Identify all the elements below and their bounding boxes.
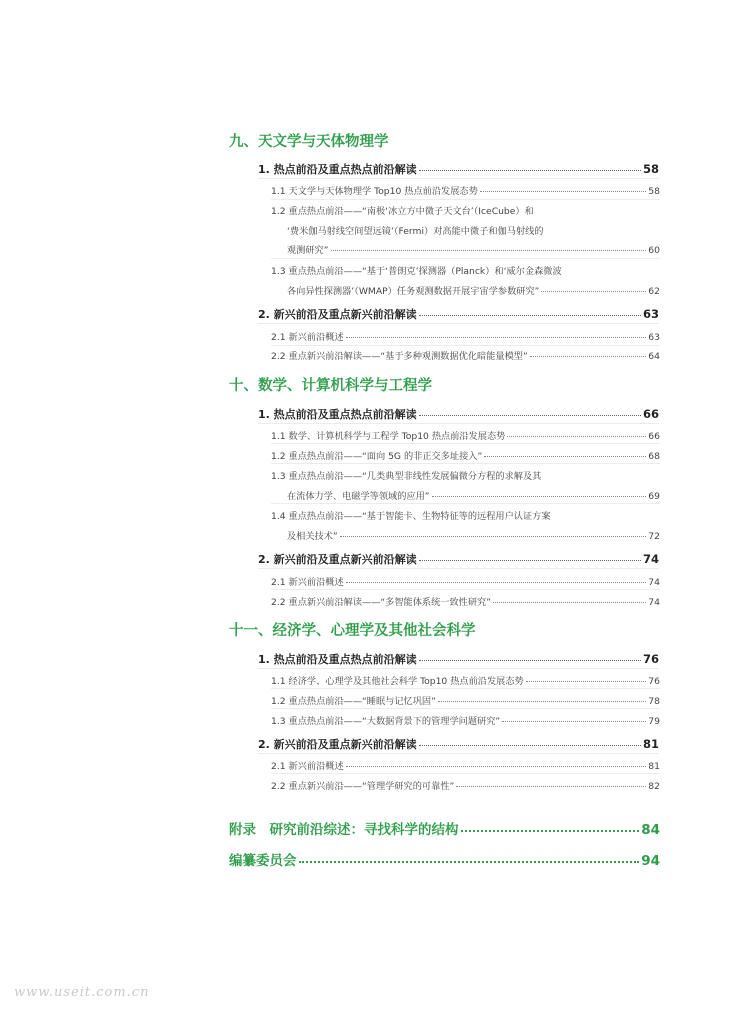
- dot-leader: [419, 660, 641, 661]
- page-number: 74: [642, 552, 659, 566]
- toc-item[interactable]: [271, 778, 660, 792]
- page-number: 58: [642, 162, 659, 176]
- toc-section[interactable]: [258, 736, 659, 752]
- divider: [258, 423, 659, 424]
- toc-section[interactable]: [258, 161, 659, 177]
- divider: [258, 668, 659, 669]
- toc-section[interactable]: [258, 406, 659, 422]
- page-number: 84: [641, 822, 660, 838]
- toc-item[interactable]: [271, 183, 660, 197]
- dot-leader: [456, 786, 646, 787]
- chapter-title[interactable]: 十、数学、计算机科学与工程学: [229, 378, 432, 394]
- toc-item[interactable]: [271, 713, 660, 727]
- dot-leader: [419, 170, 641, 171]
- chapter-title[interactable]: 十一、经济学、心理学及其他社会科学: [229, 623, 476, 639]
- page-number: 78: [648, 696, 660, 707]
- page-number: 76: [648, 676, 660, 687]
- toc-section-label: 1. 热点前沿及重点热点前沿解读: [258, 408, 417, 421]
- dot-leader: [493, 602, 646, 603]
- dot-leader: [530, 356, 647, 357]
- toc-item[interactable]: [287, 528, 660, 542]
- toc-item[interactable]: [271, 693, 660, 707]
- toc-item[interactable]: [271, 348, 660, 362]
- dot-leader: [502, 721, 646, 722]
- dot-leader: [507, 436, 646, 437]
- toc-item-label: 在流体力学、电磁学等领域的应用”: [287, 491, 430, 502]
- dot-leader: [461, 830, 640, 832]
- chapter-title[interactable]: 九、天文学与天体物理学: [229, 134, 389, 150]
- page-number: 94: [641, 853, 660, 869]
- divider: [271, 443, 660, 444]
- page-number: 76: [642, 652, 659, 666]
- page-number: 81: [648, 761, 660, 772]
- page-number: 62: [648, 286, 660, 297]
- toc-item-label: 1.1 经济学、心理学及其他社会科学 Top10 热点前沿发展态势: [271, 676, 524, 687]
- dot-leader: [541, 291, 646, 292]
- toc-item-label: 2.2 重点新兴前沿解读——“多智能体系统一致性研究”: [271, 597, 491, 608]
- page-number: 66: [642, 407, 659, 421]
- dot-leader: [346, 582, 647, 583]
- toc-item[interactable]: [271, 758, 660, 772]
- toc-item-label: 2.1 新兴前沿概述: [271, 332, 344, 343]
- toc-item-label: 1.1 数学、计算机科学与工程学 Top10 热点前沿发展态势: [271, 431, 506, 442]
- divider: [271, 503, 660, 504]
- page-number: 72: [648, 531, 660, 542]
- toc-item[interactable]: [271, 673, 660, 687]
- toc-item[interactable]: [271, 574, 660, 588]
- page-number: 79: [648, 716, 660, 727]
- toc-item-label: 2.2 重点新兴前沿解读——“基于多种观测数据优化暗能量模型”: [271, 351, 528, 362]
- toc-item[interactable]: [271, 329, 660, 343]
- toc-section-label: 2. 新兴前沿及重点新兴前沿解读: [258, 738, 417, 751]
- toc-item[interactable]: [271, 594, 660, 608]
- toc-item-label: 及相关技术”: [287, 531, 338, 542]
- page-number: 63: [648, 332, 660, 343]
- divider: [258, 323, 659, 324]
- dot-leader: [299, 861, 640, 863]
- toc-item-label: 2.1 新兴前沿概述: [271, 577, 344, 588]
- appendix-label: 附录 研究前沿综述：寻找科学的结构: [229, 822, 459, 838]
- dot-leader: [419, 560, 641, 561]
- toc-item-label[interactable]: 1.2 重点热点前沿——“南极‘冰立方中微子天文台’（IceCube）和: [271, 206, 534, 217]
- divider: [271, 345, 660, 346]
- dot-leader: [438, 701, 646, 702]
- dot-leader: [340, 536, 647, 537]
- toc-item[interactable]: [271, 428, 660, 442]
- appendix-entry[interactable]: [229, 818, 660, 838]
- toc-item-label: 各向异性探测器’（WMAP）任务观测数据开展宇宙学参数研究”: [287, 286, 540, 297]
- dot-leader: [480, 191, 647, 192]
- divider: [271, 258, 660, 259]
- toc-section-label: 2. 新兴前沿及重点新兴前沿解读: [258, 553, 417, 566]
- divider: [271, 688, 660, 689]
- dot-leader: [331, 250, 647, 251]
- toc-item-label: 1.3 重点热点前沿——“大数据背景下的管理学问题研究”: [271, 716, 501, 727]
- page-number: 66: [648, 431, 660, 442]
- toc-item[interactable]: [287, 283, 660, 297]
- dot-leader: [432, 496, 647, 497]
- toc-item-label: 1.2 重点热点前沿——“睡眠与记忆巩固”: [271, 696, 436, 707]
- divider: [258, 753, 659, 754]
- toc-item-label[interactable]: 1.3 重点热点前沿——“基于‘普朗克’探测器（Planck）和‘威尔金森微波: [271, 266, 562, 277]
- page-number: 81: [642, 737, 659, 751]
- divider: [258, 568, 659, 569]
- dot-leader: [346, 766, 647, 767]
- watermark: www.useit.com.cn: [14, 985, 150, 1000]
- toc-item-label: 1.2 重点热点前沿——“面向 5G 的非正交多址接入”: [271, 451, 483, 462]
- page-number: 82: [648, 781, 660, 792]
- toc-item-label: 2.1 新兴前沿概述: [271, 761, 344, 772]
- dot-leader: [419, 415, 641, 416]
- dot-leader: [346, 337, 647, 338]
- page-number: 68: [648, 451, 660, 462]
- toc-item[interactable]: [271, 448, 660, 462]
- committee-label: 编纂委员会: [229, 853, 297, 869]
- dot-leader: [484, 456, 646, 457]
- divider: [271, 589, 660, 590]
- toc-item-label[interactable]: 1.4 重点热点前沿——“基于智能卡、生物特征等的远程用户认证方案: [271, 511, 551, 522]
- page-number: 60: [648, 245, 660, 256]
- dot-leader: [526, 681, 647, 682]
- committee-entry[interactable]: [229, 849, 660, 869]
- dot-leader: [419, 745, 641, 746]
- divider: [271, 199, 660, 200]
- divider: [271, 463, 660, 464]
- divider: [271, 773, 660, 774]
- toc-item[interactable]: [287, 488, 660, 502]
- toc-section-label: 1. 热点前沿及重点热点前沿解读: [258, 163, 417, 176]
- toc-item-label: 观测研究”: [287, 245, 329, 256]
- divider: [258, 178, 659, 179]
- page-number: 74: [648, 577, 660, 588]
- page-number: 74: [648, 597, 660, 608]
- divider: [271, 708, 660, 709]
- page-number: 63: [642, 307, 659, 321]
- page-number: 64: [648, 351, 660, 362]
- toc-section-label: 1. 热点前沿及重点热点前沿解读: [258, 653, 417, 666]
- dot-leader: [419, 315, 641, 316]
- toc-section[interactable]: [258, 306, 659, 322]
- toc-section[interactable]: [258, 551, 659, 567]
- page-number: 69: [648, 491, 660, 502]
- page-number: 58: [648, 186, 660, 197]
- toc-item[interactable]: [287, 242, 660, 256]
- toc-section[interactable]: [258, 651, 659, 667]
- toc-item-label[interactable]: ‘费米伽马射线空间望远镜’（Fermi）对高能中微子和伽马射线的: [287, 226, 544, 237]
- toc-section-label: 2. 新兴前沿及重点新兴前沿解读: [258, 308, 417, 321]
- toc-item-label: 2.2 重点新兴前沿——“管理学研究的可靠性”: [271, 781, 455, 792]
- toc-item-label[interactable]: 1.3 重点热点前沿——“几类典型非线性发展偏微分方程的求解及其: [271, 471, 542, 482]
- toc-item-label: 1.1 天文学与天体物理学 Top10 热点前沿发展态势: [271, 186, 478, 197]
